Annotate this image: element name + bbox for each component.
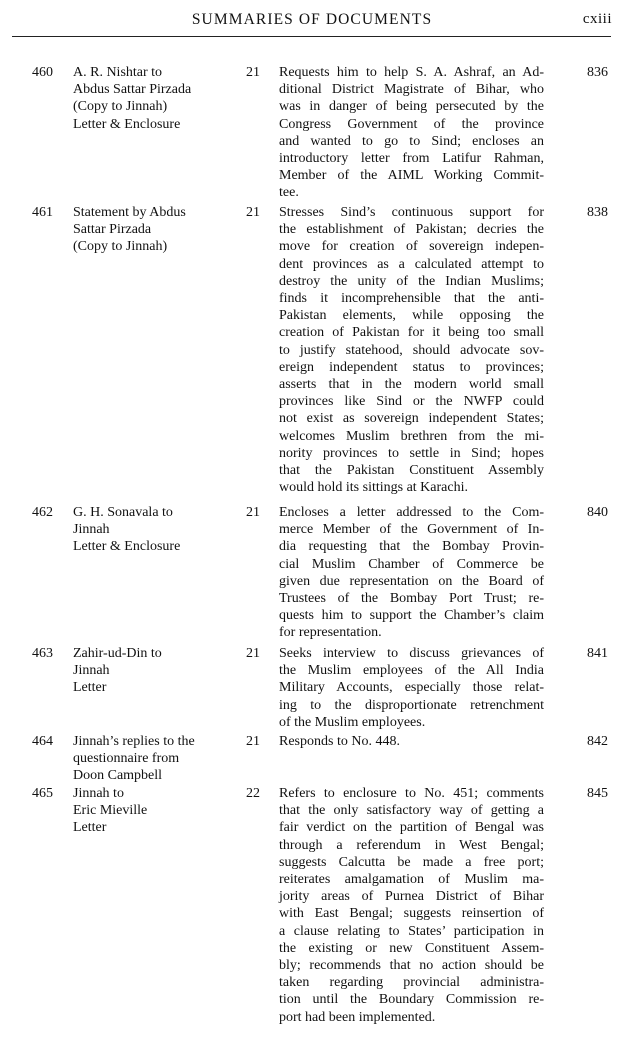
entry-title-line: A. R. Nishtar to	[73, 65, 163, 80]
entry-summary-line: was in danger of being persecuted by the	[279, 99, 544, 115]
entry-title-line: Letter & Enclosure	[73, 116, 181, 132]
entry-summary-line: ereign independent status to provinces;	[279, 359, 544, 375]
entry-summary	[279, 733, 544, 750]
entry-page-number: 842	[587, 734, 608, 749]
entry-title-line: Sattar Pirzada	[73, 222, 152, 238]
entry-title-line: (Copy to Jinnah)	[73, 99, 168, 115]
entry-title-line: Letter	[73, 820, 107, 836]
entry-summary-line: move for creation of sovereign indepen-	[279, 239, 544, 255]
entry-summary-line: Encloses a letter addressed to the Com-	[279, 505, 544, 520]
entry-number: 463	[32, 646, 53, 661]
entry-summary-line: Military Accounts, especially those relat-	[279, 680, 544, 696]
entry-number: 464	[32, 734, 53, 749]
entry-page-number: 845	[587, 786, 608, 801]
entry-summary-line: provinces like Sind or the NWFP could	[279, 394, 544, 410]
entry-date: 22	[246, 786, 260, 801]
entry-date: 21	[246, 646, 260, 661]
entry-summary-line: Seeks interview to discuss grievances of	[279, 646, 544, 661]
page-header	[12, 4, 612, 34]
page-number: cxiii	[582, 11, 612, 27]
entry-summary-line: through a referendum in West Bengal;	[279, 837, 544, 853]
entry-summary-line: introductory letter from Latifur Rahman,	[279, 151, 544, 167]
entry-summary-line: Responds to No. 448.	[279, 734, 400, 749]
entry-summary-line: ing to the disproportionate retrenchment	[279, 697, 544, 713]
entry-summary-line: the Muslim employees of the All India	[279, 663, 544, 679]
entry-summary-line: that the Pakistan Constituent Assembly	[279, 463, 544, 479]
entry-date: 21	[246, 65, 260, 80]
entry-number: 462	[32, 505, 53, 520]
entry-title-line: (Copy to Jinnah)	[73, 239, 168, 255]
entry-title-line: Zahir-ud-Din to	[73, 646, 162, 661]
entry-title	[73, 204, 248, 256]
entry-summary-line: reiterates amalgamation of Muslim ma-	[279, 872, 544, 888]
entry-title-line: Eric Mieville	[73, 803, 148, 819]
entry-date: 21	[246, 734, 260, 749]
entry-summary-line: creation of Pakistan for it being too small	[279, 325, 544, 341]
entry-summary-line: Requests him to help S. A. Ashraf, an Ad-	[279, 65, 544, 80]
entry-title-line: questionnaire from	[73, 751, 180, 767]
entry-page-number: 836	[587, 65, 608, 80]
entry-title-line: Abdus Sattar Pirzada	[73, 82, 192, 98]
entry-date: 21	[246, 505, 260, 520]
entry-summary-line: bly; recommends that no action should be	[279, 958, 544, 974]
running-title: SUMMARIES OF DOCUMENTS	[191, 11, 433, 28]
entry-summary-line: taken regarding provincial administra-	[279, 975, 544, 991]
entry-summary-line: Refers to enclosure to No. 451; comments	[279, 786, 544, 801]
entry-summary-line: nority provinces to settle in Sind; hopes	[279, 445, 544, 461]
header-rule	[12, 36, 611, 37]
entry-summary-line: would hold its sittings at Karachi.	[279, 480, 468, 496]
entry-page-number: 840	[587, 505, 608, 520]
entry-summary-line: the establishment of Pakistan; decries the	[279, 222, 544, 238]
entry-title-line: Letter & Enclosure	[73, 539, 181, 555]
entry-title	[73, 64, 248, 133]
entry-summary-line: suggests Calcutta be made a free port;	[279, 854, 544, 870]
entry-summary-line: quests him to support the Chamber’s claim	[279, 608, 544, 624]
entry-summary-line: finds it incomprehensible that the anti-	[279, 291, 544, 307]
entry-summary-line: Member of the AIML Working Commit-	[279, 168, 544, 184]
entry-page-number: 838	[587, 205, 608, 220]
entry-title-line: G. H. Sonavala to	[73, 505, 173, 520]
entry-title	[73, 785, 248, 837]
entry-summary-line: and wanted to go to Sind; encloses an	[279, 133, 544, 149]
entry-summary-line: Pakistan elements, while opposing the	[279, 308, 544, 324]
entry-summary-line: port had been implemented.	[279, 1009, 436, 1025]
entry-title-line: Jinnah	[73, 522, 110, 538]
entry-number: 465	[32, 786, 53, 801]
entry-title-line: Statement by Abdus	[73, 205, 186, 220]
entry-summary-line: with East Bengal; suggests reinsertion of	[279, 906, 544, 922]
entry-summary-line: not exist as sovereign independent States;	[279, 411, 544, 427]
entry-title-line: Letter	[73, 680, 107, 696]
entry-number: 461	[32, 205, 53, 220]
entry-summary-line: the existing or new Constituent Assem-	[279, 940, 544, 956]
entry-summary-line: cial Muslim Chamber of Commerce be	[279, 556, 544, 572]
entry-summary	[279, 785, 544, 1026]
entry-title-line: Doon Campbell	[73, 768, 163, 784]
entry-summary-line: fair verdict on the partition of Bengal was	[279, 820, 544, 836]
entry-date: 21	[246, 205, 260, 220]
entry-title-line: Jinnah	[73, 663, 110, 679]
entry-summary-line: tion until the Boundary Commission re-	[279, 992, 544, 1008]
entry-summary-line: for representation.	[279, 625, 382, 641]
entry-title	[73, 645, 248, 697]
entry-summary-line: tee.	[279, 185, 299, 201]
entry-summary-line: a clause relating to States’ participation in	[279, 923, 544, 939]
entry-title-line: Jinnah’s replies to the	[73, 734, 195, 749]
entry-number: 460	[32, 65, 53, 80]
entry-title	[73, 733, 248, 785]
entry-summary-line: ditional District Magistrate of Bihar, who	[279, 82, 544, 98]
entry-summary-line: asserts that in the modern world small	[279, 377, 544, 393]
entry-summary-line: dia requesting that the Bombay Provin-	[279, 539, 544, 555]
entry-summary-line: Congress Government of the province	[279, 116, 544, 132]
entry-summary	[279, 204, 544, 496]
entry-summary-line: that the only satisfactory way of getting a	[279, 803, 544, 819]
entry-summary-line: to justify statehood, should advocate sov-	[279, 342, 544, 358]
entry-summary-line: destroy the unity of the Indian Muslims;	[279, 273, 544, 289]
entry-summary-line: jority areas of Purnea District of Bihar	[279, 889, 544, 905]
entry-summary-line: dent provinces as a calculated attempt to	[279, 256, 544, 272]
entry-summary	[279, 645, 544, 731]
entry-summary-line: Stresses Sind’s continuous support for	[279, 205, 544, 220]
entry-summary-line: given due representation on the Board of	[279, 573, 544, 589]
entry-summary-line: merce Member of the Government of In-	[279, 522, 544, 538]
entry-page-number: 841	[587, 646, 608, 661]
entry-summary-line: Trustees of the Bombay Port Trust; re-	[279, 591, 544, 607]
entry-summary	[279, 504, 544, 642]
entry-title-line: Jinnah to	[73, 786, 124, 801]
entry-summary-line: of the Muslim employees.	[279, 714, 426, 730]
entry-summary-line: welcomes Muslim brethren from the mi-	[279, 428, 544, 444]
entry-summary	[279, 64, 544, 202]
entry-title	[73, 504, 248, 556]
